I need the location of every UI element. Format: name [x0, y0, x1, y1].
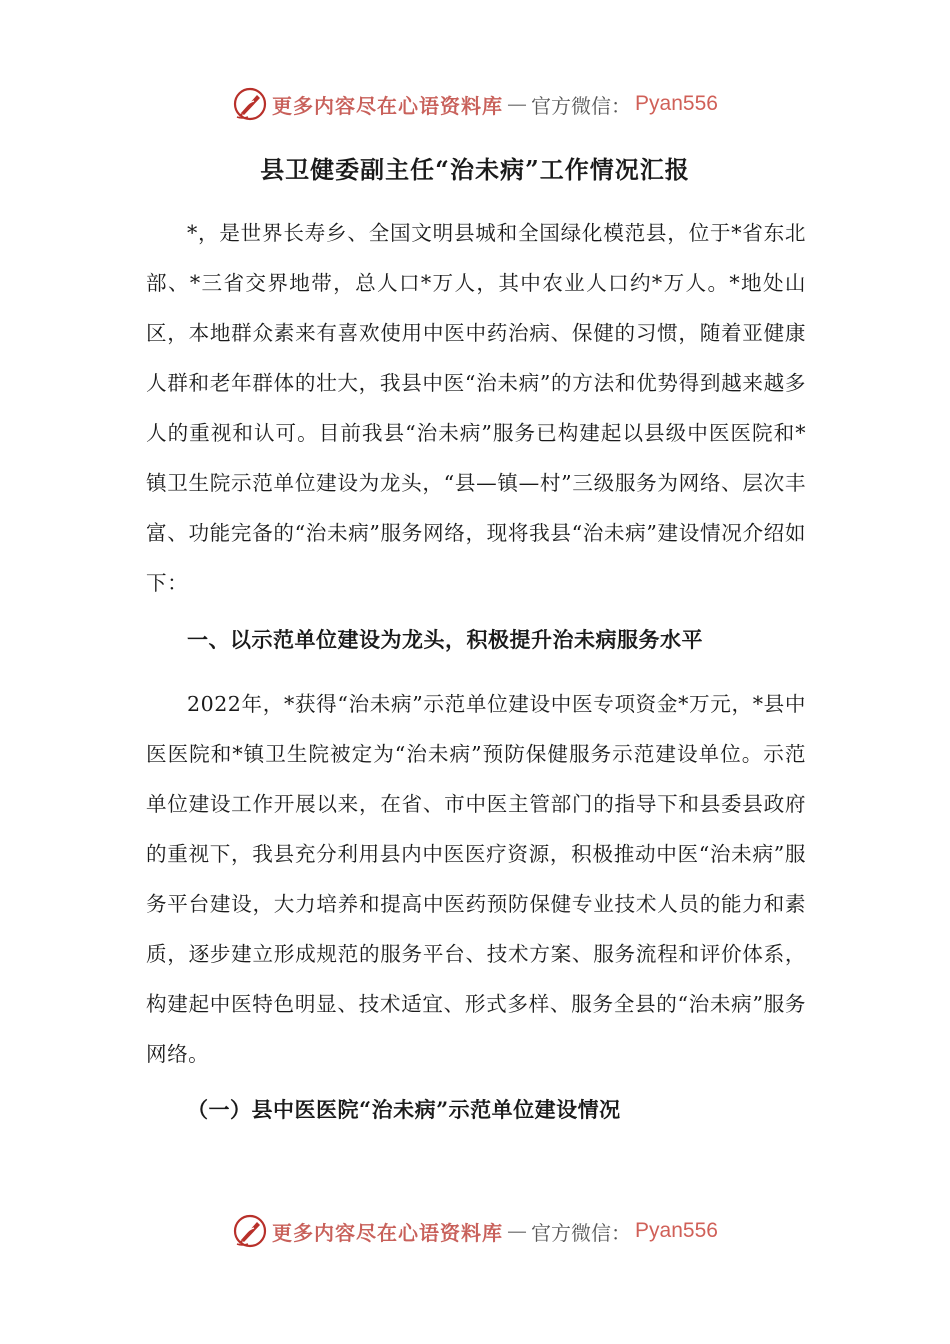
- banner-wechat-id: Pyan556: [635, 1219, 718, 1242]
- banner-separator: —: [507, 1219, 528, 1243]
- section-1-heading: 一、以示范单位建设为龙头，积极提升治未病服务水平: [187, 627, 703, 652]
- header-banner: [0, 84, 950, 124]
- banner-main-text: 更多内容尽在心语资料库: [272, 93, 504, 118]
- document-title: 县卫健委副主任“治未病”工作情况汇报: [260, 155, 690, 184]
- banner-wechat-id: Pyan556: [635, 92, 718, 115]
- footer-banner: [0, 1211, 950, 1251]
- banner-separator: —: [507, 92, 528, 116]
- section-1-paragraph: 2022年，*获得“治未病”示范单位建设中医专项资金*万元，*县中医医院和*镇卫生院被定为“治未病”预防保健服务示范建设单位。示范单位建设工作开展以来，在省、市中医主管部门的指导下和县委县政府的重视下，我县充分利用县内中医医疗资源，积极推动中医“治未病”服务平台建设，大力培养和提高中医药预防保健专业技术人员的能力和素质，逐步建立形成规范的服务平台、技术方案、服务流程和评价体系，构建起中医特色明显、技术适宜、形式多样、服务全县的“治未病”服务网络。: [146, 692, 806, 1066]
- banner-wechat-label: 官方微信：: [531, 1220, 632, 1245]
- subsection-1-heading: （一）县中医医院“治未病”示范单位建设情况: [187, 1097, 621, 1122]
- banner-main-text: 更多内容尽在心语资料库: [272, 1220, 504, 1245]
- banner-wechat-label: 官方微信：: [531, 93, 632, 118]
- quill-logo-icon: [232, 1213, 268, 1249]
- quill-logo-icon: [232, 86, 268, 122]
- intro-paragraph: *，是世界长寿乡、全国文明县城和全国绿化模范县，位于*省东北部、*三省交界地带，总人口*万人，其中农业人口约*万人。*地处山区，本地群众素来有喜欢使用中医中药治病、保健的习惯，随着亚健康人群和老年群体的壮大，我县中医“治未病”的方法和优势得到越来越多人的重视和认可。目前我县“治未病”服务已构建起以县级中医医院和*镇卫生院示范单位建设为龙头，“县—镇—村”三级服务为网络、层次丰富、功能完备的“治未病”服务网络，现将我县“治未病”建设情况介绍如下：: [146, 221, 806, 595]
